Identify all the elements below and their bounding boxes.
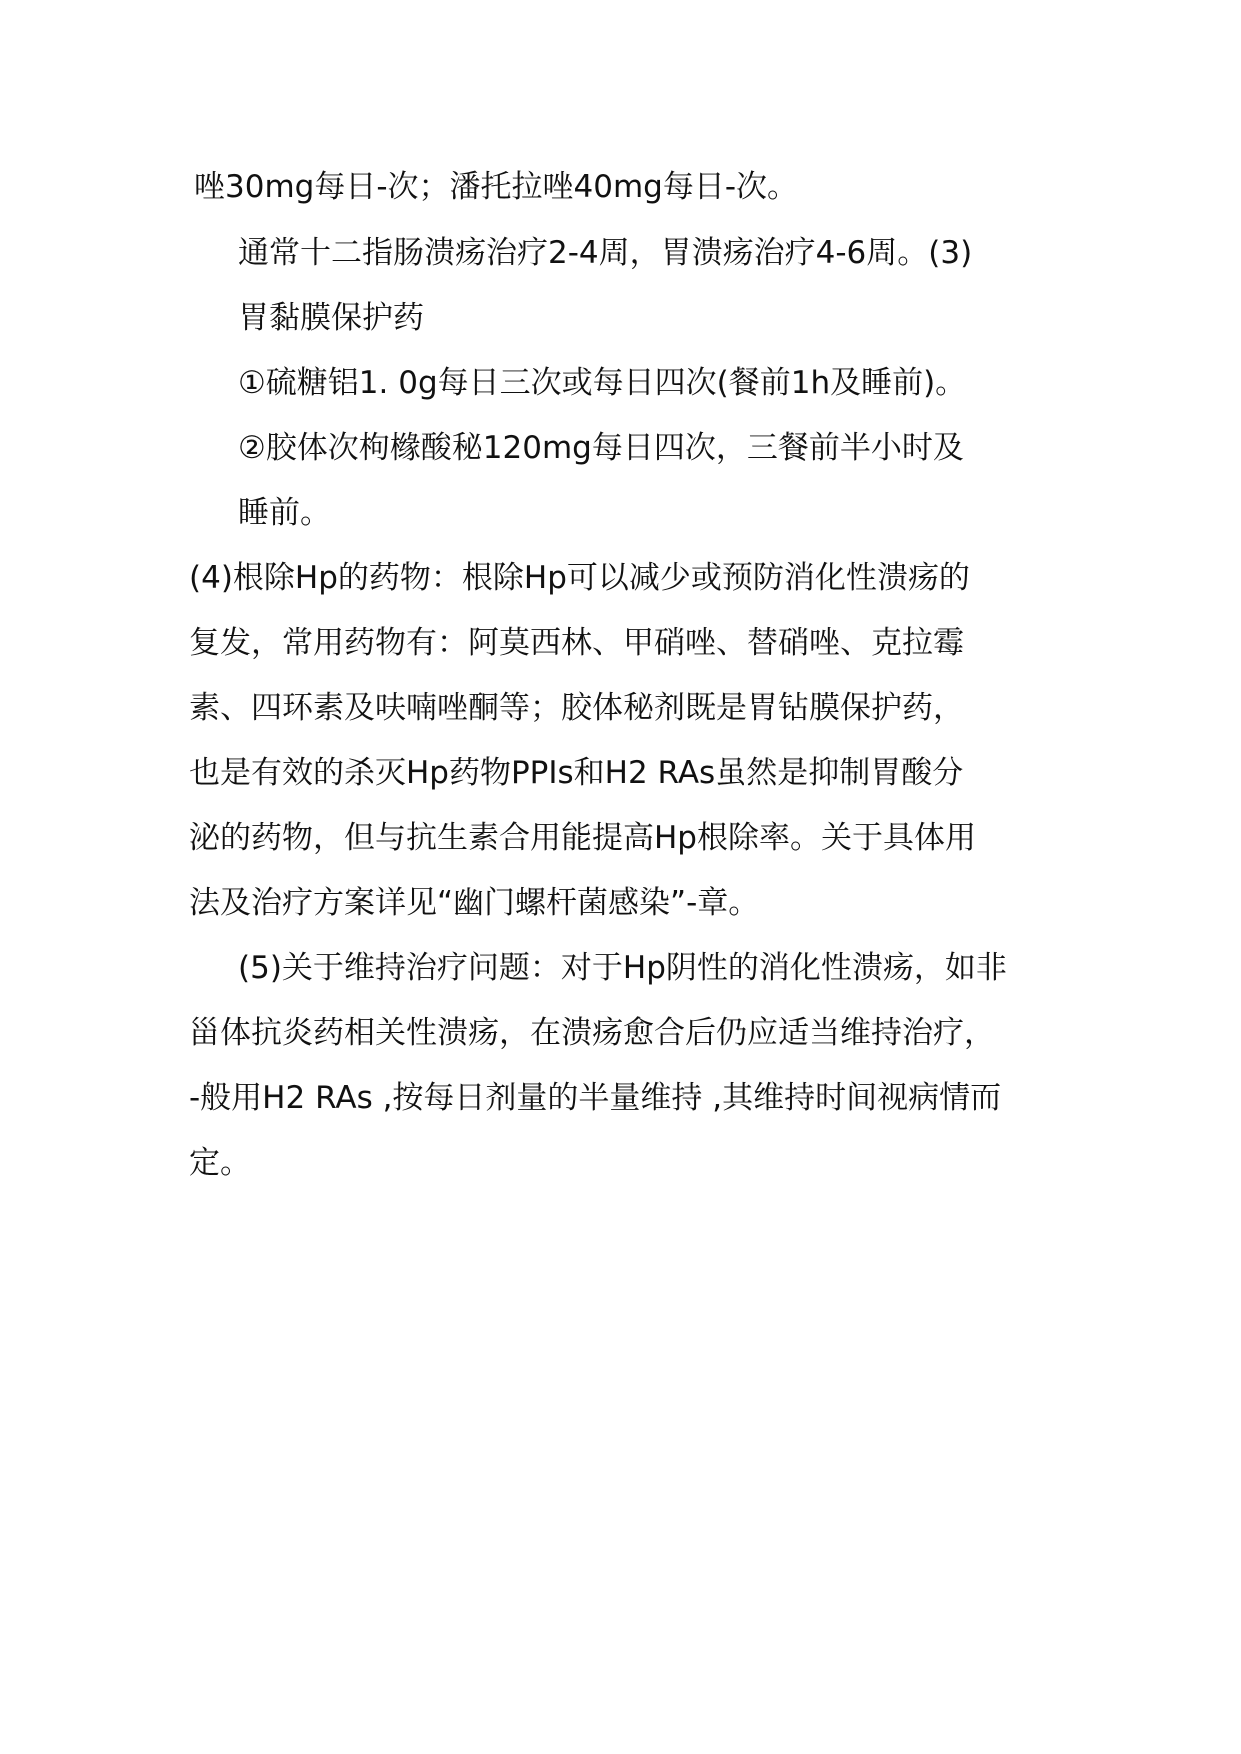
text-line: -般用H2 RAs ,按每日剂量的半量维持 ,其维持时间视病情而 — [189, 1080, 1002, 1116]
text-line: (5)关于维持治疗问题：对于Hp阴性的消化性溃疡，如非 — [238, 950, 1007, 986]
text-line: 甾体抗炎药相关性溃疡，在溃疡愈合后仍应适当维持治疗， — [189, 1015, 995, 1051]
text-line: 胃黏膜保护药 — [238, 300, 424, 336]
text-line: 也是有效的杀灭Hp药物PPIs和H2 RAs虽然是抑制胃酸分 — [189, 755, 964, 791]
text-line: 素、四环素及呋喃唑酮等；胶体秘剂既是胃钻膜保护药， — [189, 690, 964, 726]
text-line: ①硫糖铝1. 0g每日三次或每日四次(餐前1h及睡前)。 — [238, 365, 967, 401]
text-line: 定。 — [189, 1145, 251, 1181]
text-line: 睡前。 — [238, 495, 331, 531]
text-line: ②胶体次枸橼酸秘120mg每日四次，三餐前半小时及 — [238, 430, 964, 466]
text-line: 唑30mg每日-次；潘托拉唑40mg每日-次。 — [194, 169, 799, 205]
text-line: (4)根除Hp的药物：根除Hp可以减少或预防消化性溃疡的 — [189, 560, 970, 596]
text-line: 通常十二指肠溃疡治疗2-4周，胃溃疡治疗4-6周。(3) — [238, 235, 973, 271]
text-line: 复发，常用药物有：阿莫西林、甲硝唑、替硝唑、克拉霉 — [189, 625, 964, 661]
text-line: 法及治疗方案详见“幽门螺杆菌感染”-章。 — [189, 885, 760, 921]
text-line: 泌的药物，但与抗生素合用能提高Hp根除率。关于具体用 — [189, 820, 976, 856]
